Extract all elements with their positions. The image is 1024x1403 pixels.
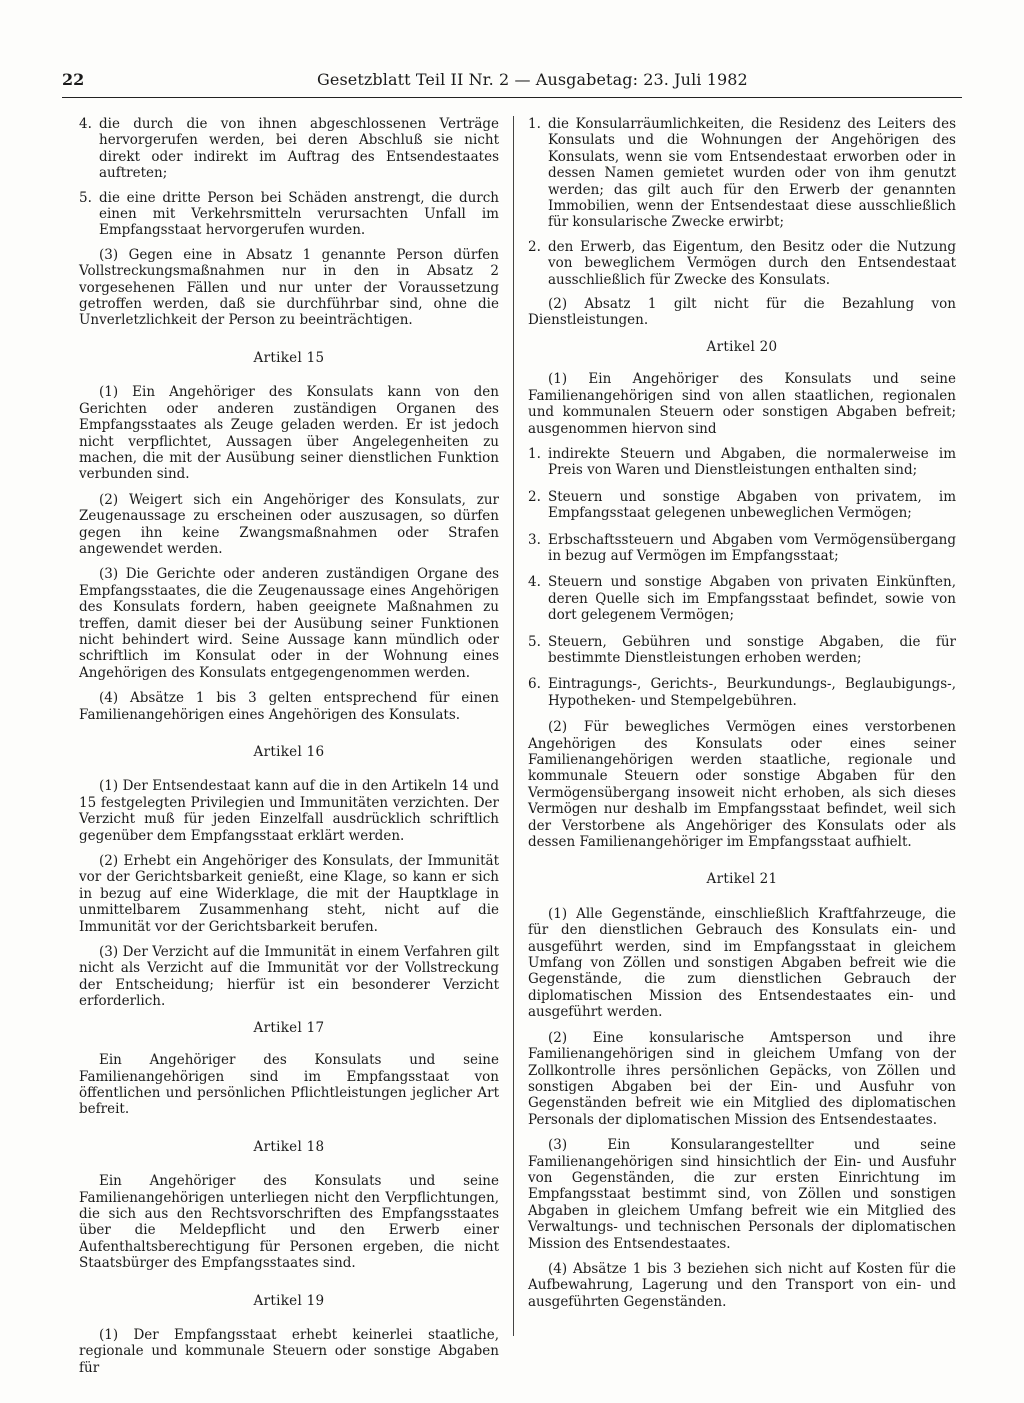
paragraph: (2) Eine konsularische Amtsperson und ihre Familienangehörigen sind in gleichem Umfang von der Zollkontrolle ihres persönlichen Gepäcks, von Zöllen und sonstigen Abgaben bei der Ein- und Ausfuhr von Gegenständen befreit wie ein Mitglied des diplomatischen Personals der diplomatischen Mission des Entsendestaates.: [528, 1029, 956, 1128]
list-item-text: die Konsularräumlichkeiten, die Residenz des Leiters des Konsulats und die Wohnungen der Angehörigen des Konsulats, wenn sie vom Entsendestaat erworben oder in dessen Namen gemietet wurden oder von ihm genutzt werden; das gilt auch für den Erwerb der genannten Immobilien, wenn der Entsendestaat diese ausschließlich für konsularische Zwecke erwirbt;: [548, 116, 956, 231]
paragraph: (3) Die Gerichte oder anderen zuständigen Organe des Empfangsstaates, die die Zeugenaussage eines Angehörigen des Konsulats fordern, haben geeignete Maßnahmen zu treffen, damit dieser bei der Ausübung seiner Funktionen nicht behindert wird. Seine Aussage kann mündlich oder schriftlich im Konsulat oder in der Wohnung eines Angehörigen des Konsulats entgegengenommen werden.: [79, 566, 499, 681]
list-item-text: Erbschaftssteuern und Abgaben vom Vermögensübergang in bezug auf Vermögen im Empfangsstaat;: [548, 531, 956, 564]
list-item-number: 2.: [528, 238, 541, 255]
article-heading: Artikel 15: [253, 349, 325, 366]
list-item-text: Steuern, Gebühren und sonstige Abgaben, die für bestimmte Dienstleistungen erhoben werden;: [548, 633, 956, 666]
paragraph: (2) Absatz 1 gilt nicht für die Bezahlung von Dienstleistungen.: [528, 296, 956, 329]
article-heading: Artikel 19: [253, 1292, 325, 1309]
list-item: [528, 634, 956, 667]
list-item-number: 2.: [528, 488, 541, 505]
article-heading: Artikel 16: [253, 744, 325, 760]
left-column: [79, 116, 499, 1385]
paragraph: Ein Angehöriger des Konsulats und seine Familienangehörigen unterliegen nicht den Verpflichtungen, die sich aus den Rechtsvorschriften des Empfangsstaates über die Meldepflicht und den Erwerb einer Aufenthaltsberechtigung für Personen ergeben, die nicht Staatsbürger des Empfangsstaates sind.: [79, 1173, 499, 1272]
list-item-number: 3.: [528, 531, 541, 548]
list-item-text: den Erwerb, das Eigentum, den Besitz oder die Nutzung von beweglichem Vermögen durch den Entsendestaat ausschließlich für Zwecke des Konsulats.: [548, 238, 956, 288]
list-item-number: 1.: [528, 445, 541, 462]
list-item: [528, 532, 956, 565]
paragraph: (4) Absätze 1 bis 3 beziehen sich nicht auf Kosten für die Aufbewahrung, Lagerung und den Transport von ein- und ausgeführten Gegenständen.: [528, 1260, 956, 1310]
paragraph: (3) Ein Konsularangestellter und seine Familienangehörigen sind hinsichtlich der Ein- und Ausfuhr von Gegenständen, die zur ersten Einrichtung im Empfangsstaat bestimmt sind, von Zöllen und sonstigen Abgaben in gleichem Umfang befreit wie ein Mitglied des Verwaltungs- und technischen Personals der diplomatischen Mission des Entsendestaates.: [528, 1137, 956, 1252]
paragraph: (1) Der Entsendestaat kann auf die in den Artikeln 14 und 15 festgelegten Privilegien und Immunitäten verzichten. Der Verzicht muß für jeden Einzelfall ausdrücklich schriftlich gegenüber dem Empfangsstaat erklärt werden.: [79, 778, 499, 844]
paragraph: Ein Angehöriger des Konsulats und seine Familienangehörigen sind im Empfangsstaat von öffentlichen und persönlichen Pflichtleistungen jeglicher Art befreit.: [79, 1052, 499, 1118]
list-item: [528, 676, 956, 709]
paragraph: (3) Der Verzicht auf die Immunität in einem Verfahren gilt nicht als Verzicht auf die Immunität vor der Vollstreckung der Entscheidung; hierfür ist ein besonderer Verzicht erforderlich.: [79, 944, 499, 1010]
page-header: [62, 70, 962, 98]
list-item-number: 4.: [79, 116, 92, 132]
list-item-text: indirekte Steuern und Abgaben, die normalerweise im Preis von Waren und Dienstleistungen enthalten sind;: [548, 445, 956, 479]
list-item-number: 6.: [528, 676, 541, 693]
column-divider: [513, 116, 514, 1336]
list-item: [528, 446, 956, 479]
paragraph: (1) Alle Gegenstände, einschließlich Kraftfahrzeuge, die für den dienstlichen Gebrauch des Konsulats ein- und ausgeführt werden, sind im Empfangsstaat in gleichem Umfang von Zöllen und sonstigen Abgaben befreit wie die Gegenstände, die zum dienstlichen Gebrauch der diplomatischen Mission des Entsendestaates ein- und ausgeführt werden.: [528, 905, 956, 1021]
list-item-text: die durch die von ihnen abgeschlossenen Verträge hervorgerufen werden, bei deren Abschluß sie nicht direkt oder indirekt im Auftrag des Entsendestaates auftreten;: [99, 116, 499, 182]
list-item-number: 4.: [528, 574, 541, 591]
paragraph: (1) Der Empfangsstaat erhebt keinerlei staatliche, regionale und kommunale Steuern oder sonstige Abgaben für: [79, 1326, 499, 1376]
paragraph: (2) Erhebt ein Angehöriger des Konsulats, der Immunität vor der Gerichtsbarkeit genießt, eine Klage, so kann er sich in bezug auf eine Widerklage, die mit der Hauptklage in unmittelbarem Zusammenhang steht, nicht auf die Immunität vor der Gerichtsbarkeit berufen.: [79, 853, 499, 935]
list-item-number: 5.: [79, 189, 92, 206]
list-item-text: die eine dritte Person bei Schäden anstrengt, die durch einen mit Verkehrsmitteln verursachten Unfall im Empfangsstaat hervorgerufen wurden.: [99, 189, 499, 239]
paragraph: (3) Gegen eine in Absatz 1 genannte Person dürfen Vollstreckungsmaßnahmen nur in den in Absatz 2 vorgesehenen Fällen und nur unter der Voraussetzung getroffen werden, daß sie durchführbar sind, ohne die Unverletzlichkeit der Person zu beeinträchtigen.: [79, 246, 499, 329]
list-item-number: 1.: [528, 116, 541, 132]
list-item-number: 5.: [528, 633, 541, 650]
right-column: [528, 116, 956, 1319]
exemption-list: [528, 446, 956, 709]
paragraph: (2) Weigert sich ein Angehöriger des Konsulats, zur Zeugenaussage zu erscheinen oder auszusagen, so dürfen gegen ihn keine Zwangsmaßnahmen oder Strafen angewendet werden.: [79, 491, 499, 557]
article-heading: Artikel 21: [706, 871, 778, 888]
article-heading: Artikel 18: [253, 1138, 325, 1155]
article-heading: Artikel 17: [253, 1019, 325, 1036]
paragraph: (1) Ein Angehöriger des Konsulats kann von den Gerichten oder anderen zuständigen Organen des Empfangsstaates als Zeuge geladen werden. Er ist jedoch nicht verpflichtet, Aussagen über Angelegenheiten zu machen, die mit der Ausübung seiner dienstlichen Funktion verbunden sind.: [79, 384, 499, 483]
header-title: Gesetzblatt Teil II Nr. 2 — Ausgabetag: 23. Juli 1982: [317, 70, 748, 89]
list-item-text: Steuern und sonstige Abgaben von privaten Einkünften, deren Quelle sich im Empfangsstaat befindet, sowie von dort gelegenem Vermögen;: [548, 574, 956, 624]
list-item: [79, 190, 499, 239]
list-item: [528, 489, 956, 522]
list-item: [528, 239, 956, 288]
page-number: 22: [62, 70, 85, 89]
paragraph: (4) Absätze 1 bis 3 gelten entsprechend für einen Familienangehörigen eines Angehörigen des Konsulats.: [79, 690, 499, 723]
paragraph: (1) Ein Angehöriger des Konsulats und seine Familienangehörigen sind von allen staatlichen, regionalen und kommunalen Steuern oder sonstigen Abgaben befreit; ausgenommen hiervon sind: [528, 371, 956, 437]
list-item: [528, 574, 956, 623]
list-item-text: Steuern und sonstige Abgaben von privatem, im Empfangsstaat gelegenen unbeweglichen Vermögen;: [548, 488, 956, 522]
list-item-text: Eintragungs-, Gerichts-, Beurkundungs-, Beglaubigungs-, Hypotheken- und Stempelgebühren.: [548, 676, 956, 709]
list-item: [79, 116, 499, 182]
paragraph: (2) Für bewegliches Vermögen eines verstorbenen Angehörigen des Konsulats oder eines seiner Familienangehörigen werden staatliche, regionale und kommunale Steuern oder sonstige Abgaben für den Vermögensübergang insoweit nicht erhoben, als sich dieses Vermögen nur deshalb im Empfangsstaat befindet, weil sich der Verstorbene als Angehöriger des Konsulats oder als dessen Familienangehöriger im Empfangsstaat aufhielt.: [528, 719, 956, 851]
list-item: [528, 116, 956, 231]
article-heading: Artikel 20: [706, 338, 778, 355]
